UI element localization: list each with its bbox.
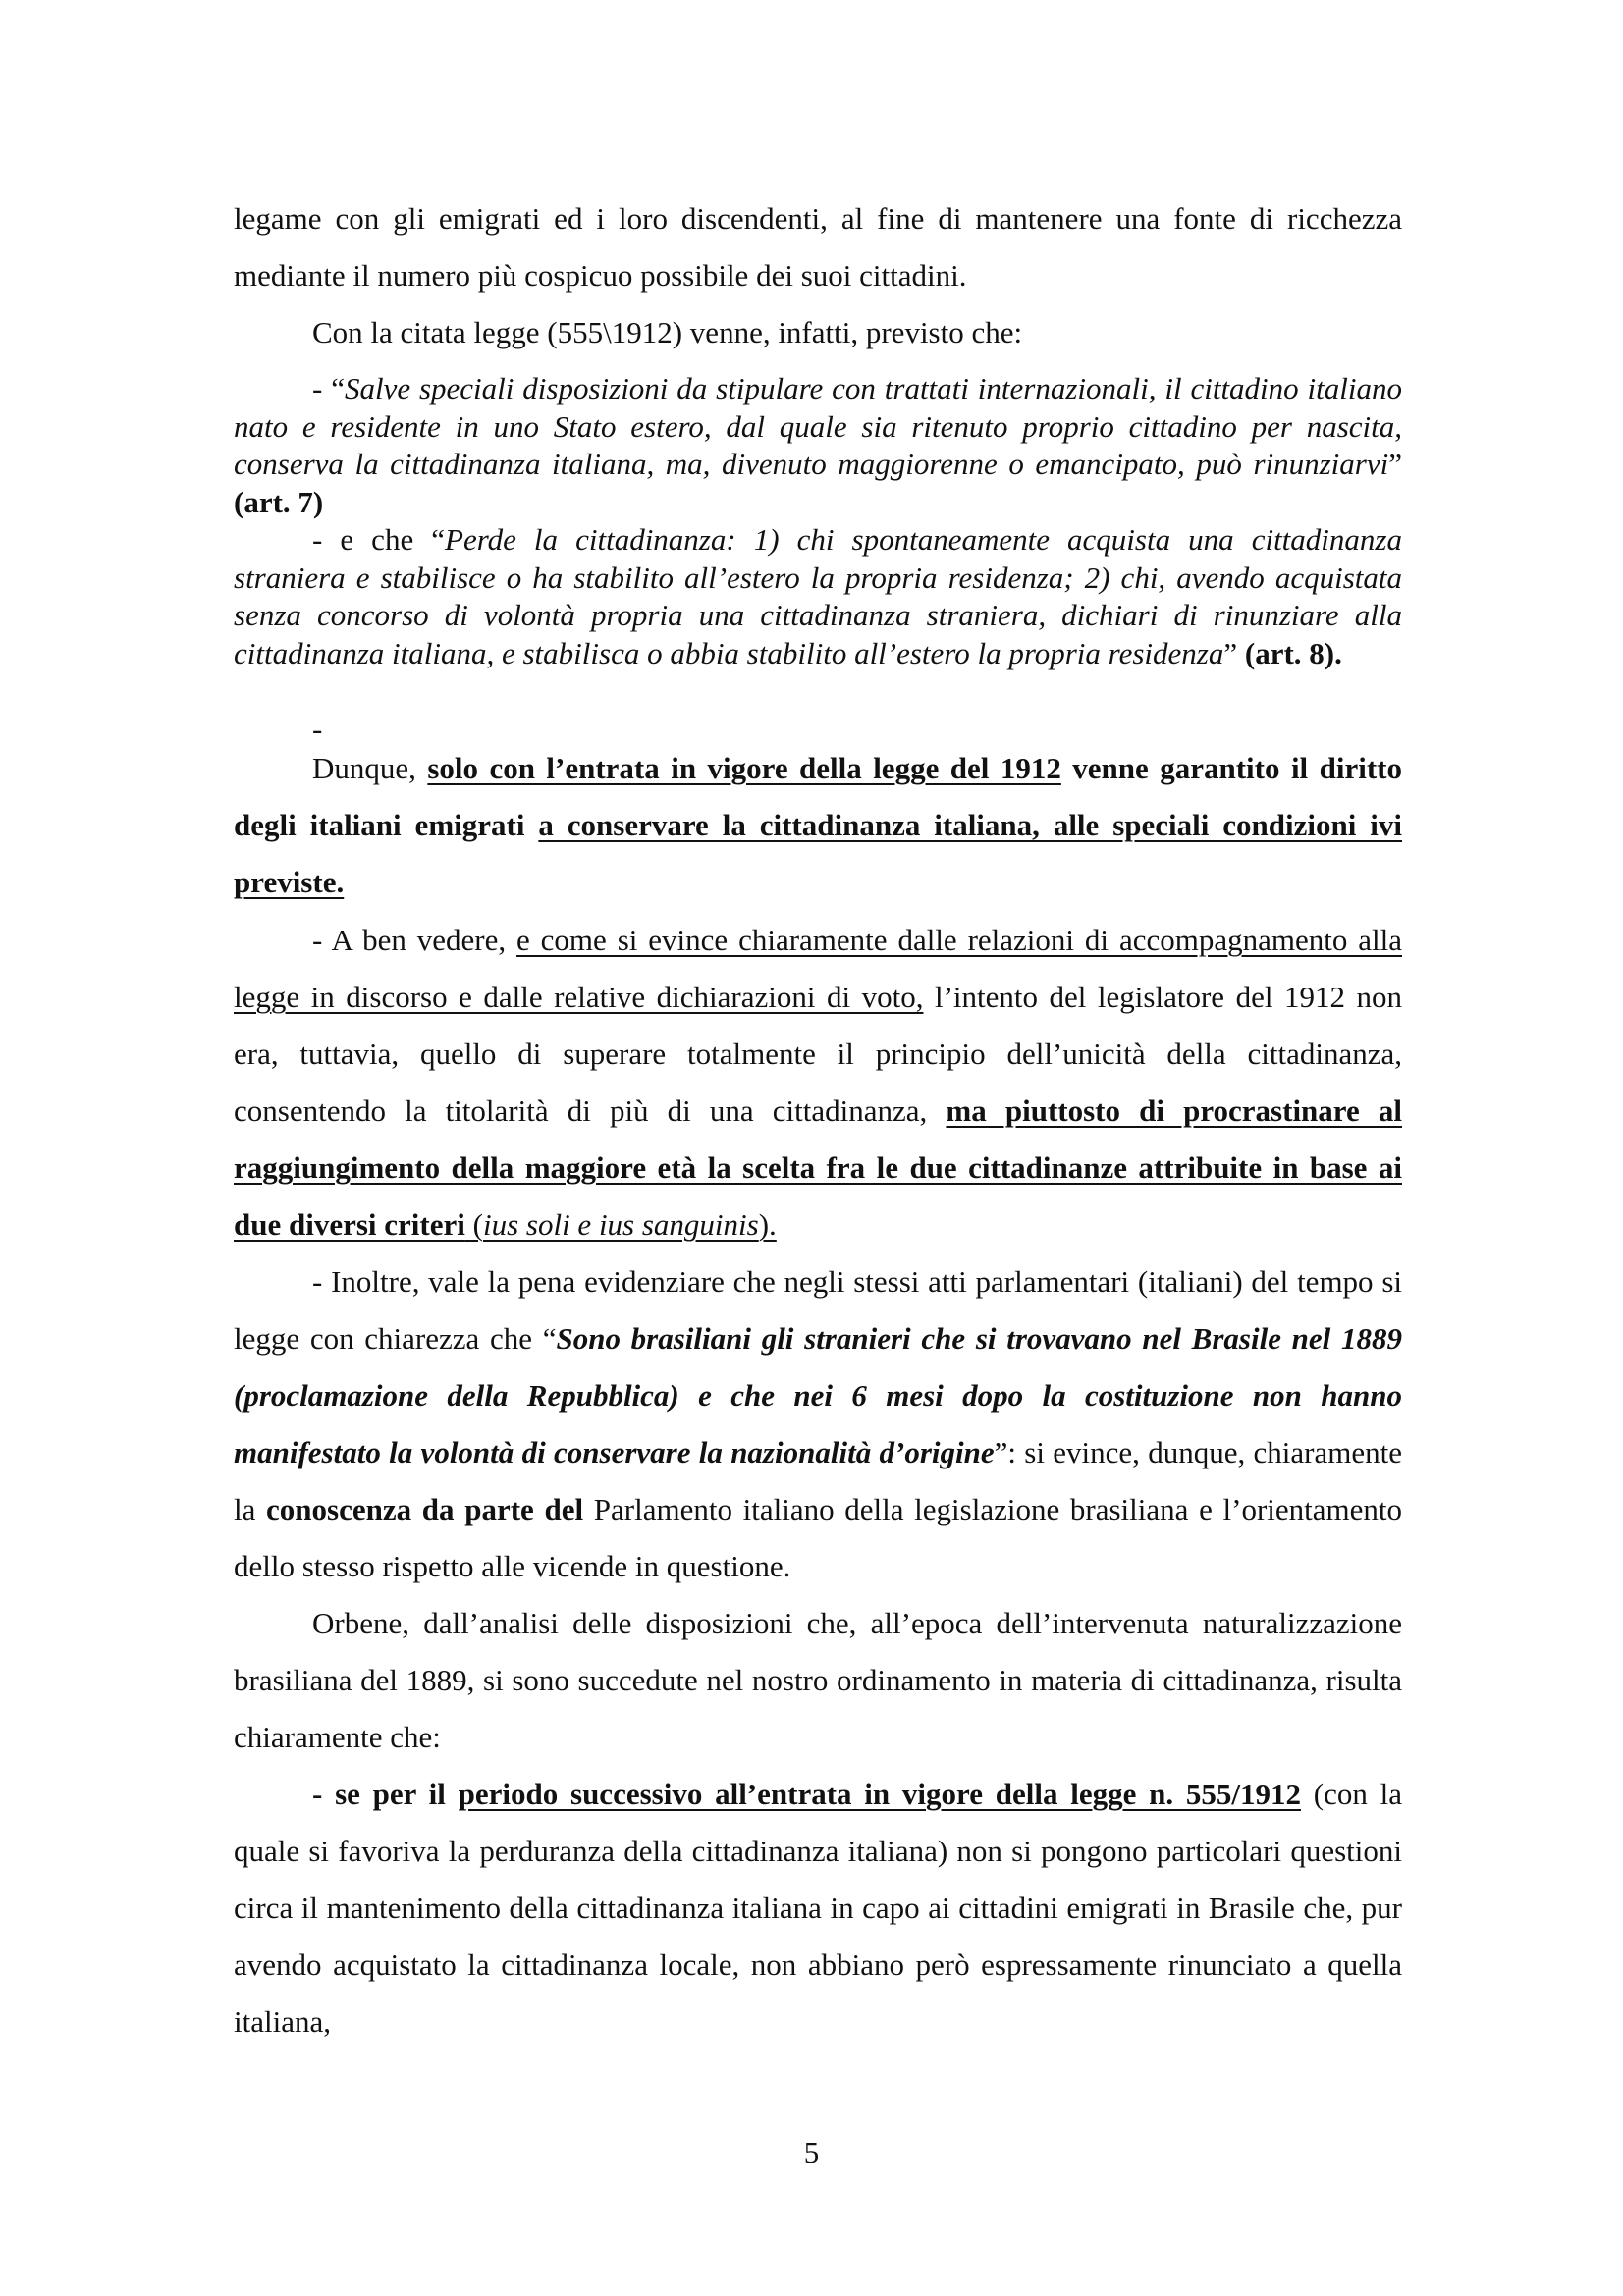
page-number: 5	[803, 2135, 820, 2169]
quote-text: Perde la cittadinanza: 1) chi spontaneamente acquista una cittadinanza straniera e stabilisce o ha stabilito all’estero la propria residenza; 2) chi, avendo acquistata senza concorso di volontà propria una cittadinanza straniera, dichiari di rinunziare alla cittadinanza italiana, e stabilisca o abbia stabilito all’estero la propria residenza	[234, 522, 1402, 670]
paragraph-text: - Inoltre, vale la pena evidenziare che negli stessi atti parlamentari (italiani) del tempo si legge con chiarezza che “	[234, 1264, 1402, 1356]
paragraph-text: Dunque,	[312, 751, 428, 785]
bold-text: - se per il	[312, 1777, 459, 1811]
quote-article-8	[234, 521, 1402, 672]
emphasis-text: ma piuttosto di procrastinare al raggiungimento della maggiore età la scelta fra le due cittadinanze attribuite in base ai due diversi criteri	[234, 1094, 1402, 1242]
paragraph-continuation	[234, 190, 1402, 304]
dash-text: -	[312, 712, 323, 746]
paragraph-legislator-intent	[234, 912, 1402, 1254]
paragraph-analysis	[234, 1595, 1402, 1766]
bold-text: venne garantito il diritto degli italiani emigrati	[234, 751, 1402, 842]
bold-text: conoscenza da parte del	[266, 1492, 584, 1526]
quote-close: ”	[1223, 635, 1245, 670]
quote-open: - e che “	[312, 522, 446, 557]
paragraph-parliamentary-acts	[234, 1254, 1402, 1595]
underlined-text: ).	[758, 1207, 777, 1242]
paragraph-text: Orbene, dall’analisi delle disposizioni che, all’epoca dell’intervenuta naturalizzazione brasiliana del 1889, si sono succedute nel nostro ordinamento in materia di cittadinanza, risulta chiaramente che:	[234, 1606, 1402, 1754]
quote-open: - “	[312, 371, 345, 405]
underlined-text: (	[464, 1207, 483, 1242]
paragraph-text: Con la citata legge (555\1912) venne, infatti, previsto che:	[312, 315, 1023, 349]
emphasis-text: periodo successivo all’entrata in vigore della legge n. 555/1912	[458, 1777, 1301, 1811]
paragraph-text: l’intento del legislatore del 1912 non era, tuttavia, quello di superare totalmente il principio dell’unicità della cittadinanza, consentendo la titolarità di più di una cittadinanza,	[234, 980, 1402, 1128]
underlined-text: e come si evince chiaramente dalle relazioni di accompagnamento alla legge in discorso e dalle relative dichiarazioni di voto,	[234, 923, 1402, 1014]
article-reference: (art. 8).	[1244, 635, 1342, 670]
emphasis-text: solo con l’entrata in vigore della legge del 1912	[427, 751, 1061, 785]
quote-text: Salve speciali disposizioni da stipulare con trattati internazionali, il cittadino italiano nato e residente in uno Stato estero, dal quale sia ritenuto proprio cittadino per nascita, conserva la cittadinanza italiana, ma, divenuto maggiorenne o emancipato, può rinunziarvi	[234, 371, 1402, 481]
paragraph-law-intro	[234, 304, 1402, 361]
emphasis-text: a conservare la cittadinanza italiana, alle speciali condizioni ivi previste.	[234, 808, 1402, 899]
paragraph-subsequent-period	[234, 1766, 1402, 2051]
quote-article-7	[234, 370, 1402, 521]
article-reference: (art. 7)	[234, 484, 324, 519]
paragraph-conclusion-1912	[234, 740, 1402, 911]
paragraph-text: - A ben vedere,	[312, 923, 517, 957]
bold-italic-quote: Sono brasiliani gli stranieri che si trovavano nel Brasile nel 1889 (proclamazione della Repubblica) e che nei 6 mesi dopo la costituzione non hanno manifestato la volontà di conservare la nazionalità d’origine	[234, 1321, 1402, 1469]
quote-close: ”	[1388, 447, 1402, 481]
italic-underlined-text: ius soli e ius sanguinis	[482, 1207, 759, 1242]
paragraph-text: Parlamento italiano della legislazione brasiliana e l’orientamento dello stesso rispetto alle vicende in questione.	[234, 1492, 1402, 1583]
paragraph-text: legame con gli emigrati ed i loro discendenti, al fine di mantenere una fonte di ricchezza mediante il numero più cospicuo possibile dei suoi cittadini.	[234, 201, 1402, 293]
paragraph-text: ”: si evince, dunque, chiaramente la	[234, 1435, 1402, 1526]
paragraph-text: (con la quale si favoriva la perduranza della cittadinanza italiana) non si pongono particolari questioni circa il mantenimento della cittadinanza italiana in capo ai cittadini emigrati in Brasile che, pur avendo acquistato la cittadinanza locale, non abbiano però espressamente rinunciato a quella italiana,	[234, 1777, 1402, 2039]
